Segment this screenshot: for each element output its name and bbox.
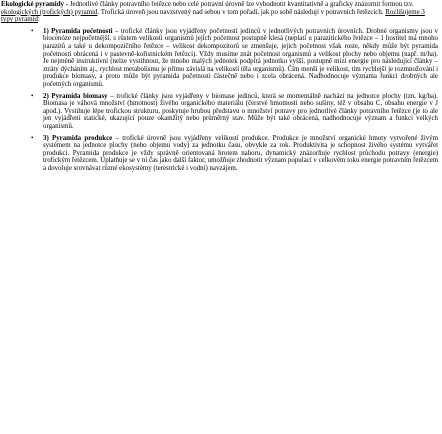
pyramid-term-link[interactable]: ekologických (trofických) pyramid <box>1 8 98 16</box>
item-label: 1) Pyramida početnosti <box>43 27 113 35</box>
bullet-marker: • <box>31 27 34 35</box>
section-title: Ekologické pyramidy <box>1 1 64 8</box>
item-text: – trofické články jsou vyjádřeny početností jedinců v jednotlivých potravních úrovních. Drobné organismy jsou v biocenóze nejpočetnější, s růstem velikosti organismů jejich početnost postupně klesá (neplatí u parazitického řetězce – 1 hostitel má mnoho parazitů a také u dekompozičního řetězce – velikost dekompozitorů se zmenšuje, jejich početnost však roste, někdy může být pyramida početnosti obrácená i v pastevně-kořistnickém řetězci). Vždy musíme znát početnost organismů a velikost plochy nebo objemu (např. m/ha). Je nejméně instruktivní (nelze vystihnout, že mnoho malých jednotek podpírá jednotku vyšší, postupně mizí energie pro následující články – ztráty dýcháním aj., rychlost metabolismu je přímo závislá na velikosti těla organismů). Čím menší je velikost, tím rychlejší je rozmnožování i produkce biomasy, a proto může být pyramida početnosti částečně nebo i zcela obrácená. Nadhodnocuje význama funkci drobných ale početných organismů. <box>43 27 438 88</box>
bullet-marker: • <box>31 134 34 142</box>
bullet-marker: • <box>31 92 34 100</box>
list-item-pyramid-count <box>31 27 438 89</box>
item-text: – trofické úrovně jsou vyjádřeny velikostí produkce. Produkce je množství organické hmoty vytvořené živým systémem na jednotce plochy (nebo objemu vody) za jednotku času, obvykle za rok. Produktivita je schopnost živého systému vytvářet produkci. Pyramida produkce je vždy správně orientovaná hrotem nahoru, dynamický znázorňuje rychlost průchodu potravy (energie) trofickým řetězcem. Uplatňuje se v ní čas jako další faktor, umožňuje zhodnotit význam populací v celkovém toku energie potravním řetězcem a dovoluje srovnávat různé ekosystémy (terestrické i vodní) navzájem. <box>43 134 438 172</box>
item-label: 3) Pyramida produkce <box>43 134 113 142</box>
intro-text-1: - Jednotlivé články potravního řetězce nebo celé potravní úrovně lze vyhodnotit kvantitativně a graficky znázornit formou tzv. <box>63 1 414 8</box>
intro-colon: : <box>37 16 40 24</box>
item-text: – trofické články jsou vyjádřeny v biomase jedinců, která se momentálně nachází na jednotce plochy (tzn. kg/ha). Biomasa je váhová množství (hmotnost) živého organického materiálu (čerstvé hmotnosti nebo sušiny, též v obsahu C, obsahu energie v J apod.). Vystihuje lépe trofickou strukturu, poskytuje hrubou představu o množství potravy pro jednotlivé články potravního řetězce (je to ale jen vyjádření statické, ukazující pouze okamžitý nebo průměrný stav. Může být také obrácená, nadhodnocuje význam a funkci velkých organismů. <box>43 92 439 130</box>
distinguish-label: Rozlišujeme 3 typy pyramid <box>1 8 425 24</box>
document-page <box>0 0 442 172</box>
list-item-pyramid-biomass <box>31 92 439 131</box>
pyramid-types-list <box>1 28 438 173</box>
item-label: 2) Pyramida biomasy <box>43 92 108 100</box>
intro-text-2: . Trofická úroveň jsou navzstvený nad sebou v tom pořadí, jak po sobě následují v potravních řetězcích. <box>97 8 386 16</box>
intro-paragraph <box>1 1 438 24</box>
list-item-pyramid-production <box>31 134 438 173</box>
